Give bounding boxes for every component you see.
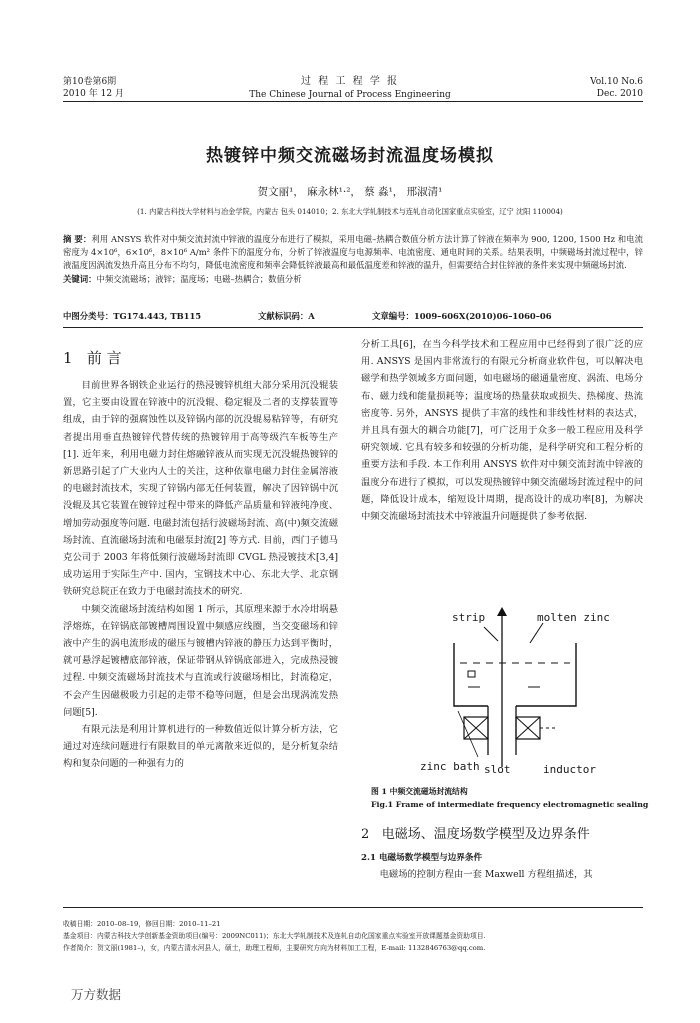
- affiliation: (1. 内蒙古科技大学材料与冶金学院，内蒙古 包头 014010；2. 东北大学轧制技术与连轧自动化国家重点实验室，辽宁 沈阳 110004): [137, 207, 563, 216]
- date-en: Dec. 2010: [596, 89, 643, 99]
- figure-1-caption-en: Fig.1 Frame of intermediate frequency electromagnetic sealing: [371, 800, 649, 809]
- label-inductor: inductor: [543, 763, 596, 776]
- bath-wall-left: [454, 643, 488, 706]
- label-zinc-bath: zinc bath: [420, 760, 480, 773]
- label-slot: slot: [484, 763, 511, 776]
- footnotes: [63, 918, 643, 954]
- paragraph: 中频交流磁场封流结构如图 1 所示，其原理来源于水冷坩埚悬浮熔炼，在锌锅底部镀槽周围设置中频感应线圈，当交变磁场和锌液中产生的涡电流形成的磁压与镀槽内锌液的静压力达到平衡时，就可悬浮起镀槽底部锌液，保证带钢从锌锅底部进入，完成热浸镀过程. 中频交流磁场封流技术与直流或行波磁场相比，封流稳定，不会产生因磁极吸力引起的走带不稳等问题，但是会出现涡流发热问题[5].: [63, 603, 338, 718]
- zinc-mark: [468, 671, 475, 677]
- watermark: 万方数据: [71, 987, 122, 1002]
- authors: 贺文丽¹， 麻永林¹·²， 蔡 淼¹， 邢淑清¹: [257, 186, 443, 198]
- label-strip: strip: [452, 611, 486, 624]
- paragraph: 分析工具[6]，在当今科学技术和工程应用中已经得到了很广泛的应用. ANSYS 是国内非常流行的有限元分析商业软件包，可以解决电磁学和热学领域多方面问题，如电磁场的磁通量密度、涡流、电场分布、磁力线和能量损耗等；温度场的热量获取或损失、热梯度、热流密度等. 另外，ANSYS 提供了丰富的线性和非线性材料的表达式，并且具有强大的耦合功能[7]，可广泛用于众多一般工程应用及科学研究领域. 它具有较多和较强的分析功能，是科学研究和工程分析的重要方法和手段. 本工作利用 ANSYS 软件对中频交流封流中锌液的温度分布进行了模拟，可以发现热镀锌中频交流磁场封流过程中的问题，降低设计成本，缩短设计周期，提高设计的成功率[8]，为解决中频交流磁场封流技术中锌液温升问题提供了参考依据.: [361, 339, 643, 523]
- molten-pointer: [530, 623, 543, 643]
- section-2-title: 电磁场、温度场数学模型及边界条件: [381, 827, 590, 842]
- date-cn: 2010 年 12 月: [63, 89, 124, 99]
- footnote-rule: [63, 907, 643, 908]
- keywords: 中频交流磁场；液锌；温度场；电磁–热耦合；数值分析: [96, 273, 302, 284]
- strip-arrow: [497, 607, 507, 616]
- footnote-received: 收稿日期：2010–08–19，修回日期：2010–11–21: [63, 920, 221, 928]
- clc-number: 中图分类号：TG174.443, TB115: [63, 311, 202, 321]
- abstract: [63, 233, 643, 286]
- header-rule: [63, 101, 643, 102]
- footnote-funding: 基金项目：内蒙古科技大学创新基金资助项目(编号：2009NC011)；东北大学轧制技术及连轧自动化国家重点实验室开放课题基金资助项目.: [63, 932, 486, 940]
- right-column: [361, 336, 643, 525]
- paragraph: 电磁场的控制方程由一套 Maxwell 方程组描述，其: [379, 869, 593, 880]
- bath-pointer: [458, 711, 478, 757]
- section-2-number: 2: [361, 827, 370, 842]
- figure-1-diagram: [440, 607, 640, 775]
- strip-pointer: [484, 627, 498, 641]
- paragraph: 目前世界各钢铁企业运行的热浸镀锌机组大部分采用沉没辊装置，它主要由设置在锌液中的沉没辊、稳定辊及二者的支撑装置等组成，由于锌的强腐蚀性以及锌锅内部的沉没辊易粘锌等，有研究者提出用垂直热镀锌代替传统的热镀锌用于高等级汽车板等生产[1]. 近年来，利用电磁力封住熔融锌液从而实现无沉没辊热镀锌的新思路引起了广大业内人士的关注，这种依靠电磁力封住金属溶液的电磁封流技术，实现了锌锅内部无任何装置，解决了因锌锅中沉没辊及其它装置在镀锌过程中带来的降低产品质量和锌液纯净度、增加劳动强度等问题. 电磁封流包括行波磁场封流、高(中)频交流磁场封流、直流磁场封流和电磁泵封流[2] 等方式. 目前，西门子德马克公司于 2003 年将低频行波磁场封流即 CVGL 热浸镀技术[3,4]成功运用于实际生产中. 国内，宝钢技术中心、东北大学、北京钢铁研究总院正在致力于电磁封流技术的研究.: [63, 380, 338, 598]
- figure-1-caption-cn: 图 1 中频交流磁场封流结构: [371, 787, 468, 796]
- section-1-number: 1: [63, 349, 73, 367]
- subsection-2-1-heading: 2.1 电磁场数学模型与边界条件: [361, 853, 483, 863]
- keywords-label: 关键词：: [63, 273, 97, 284]
- article-number: 文章编号：1009–606X(2010)06–1060–06: [372, 311, 552, 321]
- bath-wall-right: [516, 643, 576, 706]
- volume-issue-cn: 第10卷第6期: [63, 77, 117, 87]
- abstract-text: 利用 ANSYS 软件对中频交流封流中锌液的温度分布进行了模拟，采用电磁–热耦合数值分析方法计算了锌液在频率为 900, 1200, 1500 Hz 和电流密度为 4×10⁶，6×10⁶，8×10⁶ A/m² 条件下的温度分布，分析了锌液温度与电源频率、电流密度、通电时间的关系。结果表明，中频磁场封流过程中，锌液温度因涡流发热升高且分布不均匀，降低电流密度和频率会降低锌液最高和最低温度差和锌液的温升，但需要结合封住锌液的条件来实现中频磁场封流.: [63, 234, 643, 271]
- subsection-2-1-text: [361, 866, 643, 883]
- journal-name-en: The Chinese Journal of Process Engineering: [249, 90, 451, 100]
- section-1-heading: [63, 347, 122, 368]
- footnote-author: 作者简介：贺文丽(1981–)，女，内蒙古清水河县人，硕士，助理工程师，主要研究方向为材料加工工程，E-mail: 1132846763@qq.com.: [63, 944, 486, 952]
- section-2-heading: [361, 823, 590, 842]
- document-code: 文献标识码：A: [258, 311, 315, 321]
- journal-name-cn: 过 程 工 程 学 报: [301, 76, 399, 87]
- left-column: [63, 377, 338, 773]
- paragraph: 有限元法是利用计算机进行的一种数值近似计算分析方法，它通过对连续问题进行有限数目的单元离散来近似的，是分析复杂结构和复杂问题的一种强有力的: [63, 724, 338, 770]
- section-1-title: 前 言: [86, 349, 122, 367]
- abstract-label: 摘 要：: [63, 234, 92, 244]
- volume-issue-en: Vol.10 No.6: [590, 77, 643, 87]
- abstract-rule: [63, 327, 643, 328]
- paper-title: 热镀锌中频交流磁场封流温度场模拟: [206, 146, 494, 166]
- label-molten-zinc: molten zinc: [537, 611, 610, 624]
